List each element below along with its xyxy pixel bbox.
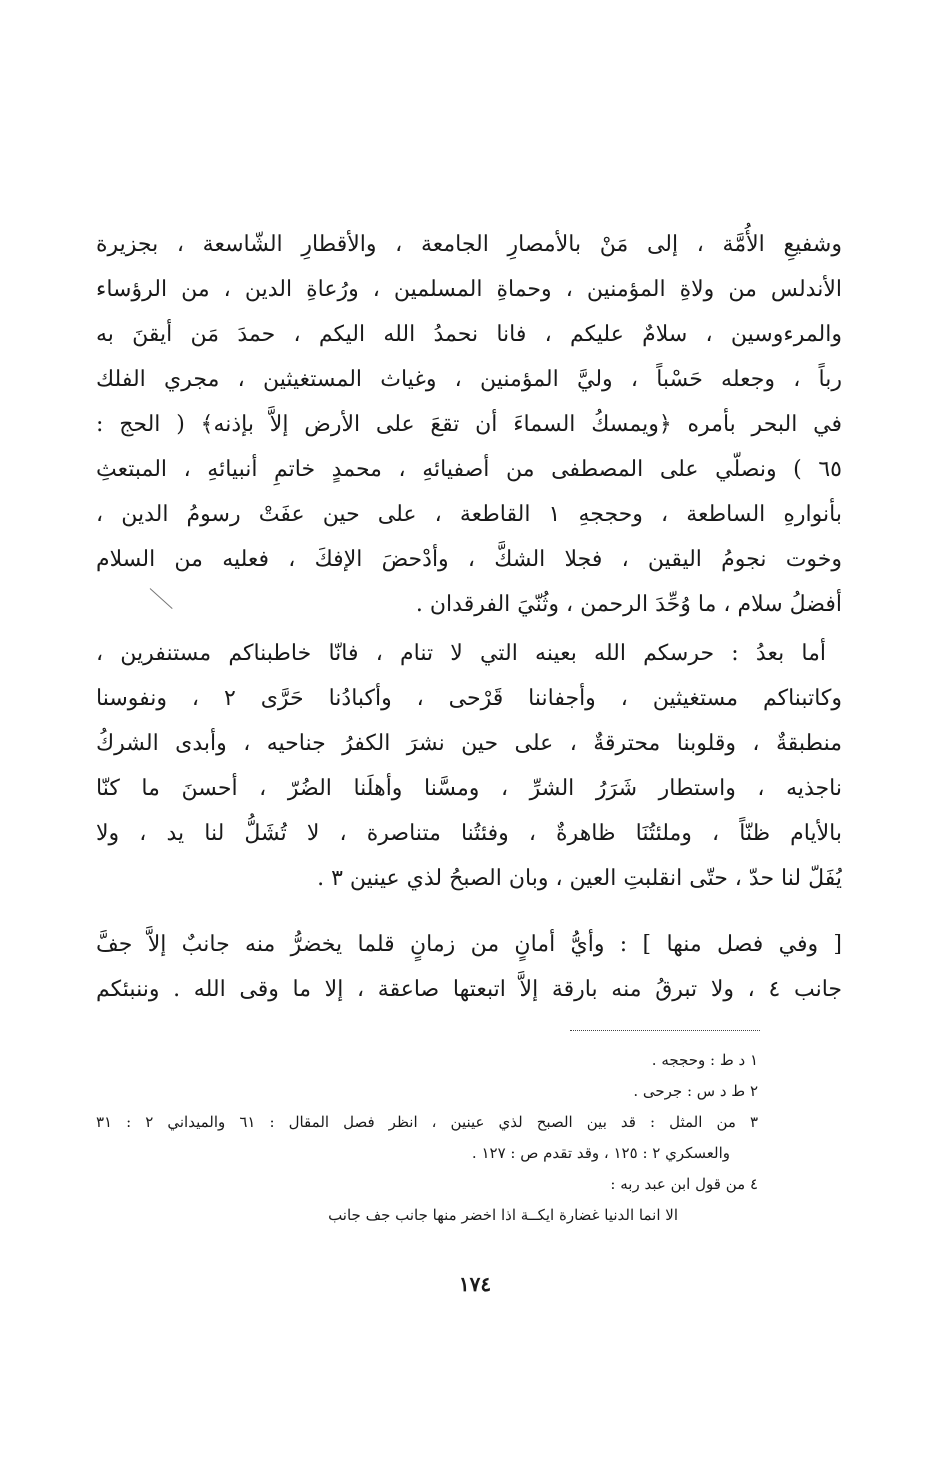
text-line: [ وفي فصل منها ] : وأيُّ أمانٍ من زمانٍ قلما يخضرُّ منه جانبٌ إلاَّ جفَّ bbox=[96, 932, 842, 957]
footnote-4-verse: الا انما الدنيا غضارة ايكــة اذا اخضر منها جانب جف جانب bbox=[328, 1206, 678, 1224]
text-line: رباً ، وجعله حَسْباً ، وليَّ المؤمنين ، وغياث المستغيثين ، مجري الفلك bbox=[96, 367, 842, 392]
text-line: في البحر بأمره ﴿ويمسكُ السماءَ أن تقعَ على الأرض إلاَّ بإذنه﴾ ( الحج : bbox=[96, 412, 842, 437]
footnote-4: ٤ من قول ابن عبد ربه : bbox=[610, 1175, 758, 1193]
paragraph-3 bbox=[96, 922, 842, 1012]
text-line: يُفَلّ لنا حدّ ، حتّى انقلبتِ العين ، وبان الصبحُ لذي عينين ٣ . bbox=[317, 866, 842, 891]
text-line: الأندلس من ولاةِ المؤمنين ، وحماةِ المسلمين ، ورُعاةِ الدين ، من الرؤساء bbox=[96, 277, 842, 302]
footnote-1: ١ د ط : وحججه . bbox=[651, 1051, 758, 1069]
text-line: بالأيام ظنّاً ، وملئتُنَا ظاهرةٌ ، وفئتُنا متناصرة ، لا تُشَلُّ لنا يد ، ولا bbox=[96, 821, 842, 846]
footnote-3: ٣ من المثل : قد بين الصبح لذي عينين ، انظر فصل المقال : ٦١ والميداني ٢ : ٣١ bbox=[96, 1113, 758, 1131]
text-line: ٦٥ ) ونصلّي على المصطفى من أصفيائهِ ، محمدٍ خاتمِ أنبيائهِ ، المبتعثِ bbox=[96, 457, 842, 482]
paragraph-2 bbox=[96, 631, 842, 901]
text-line: والمرءوسين ، سلامٌ عليكم ، فانا نحمدُ الله اليكم ، حمدَ مَن أيقنَ به bbox=[96, 322, 842, 347]
text-line: جانب ٤ ، ولا تبرقُ منه بارقة إلاَّ اتبعتها صاعقة ، إلا ما وقى الله . وننبئكم bbox=[96, 977, 842, 1002]
text-line: منطبقةٌ ، وقلوبنا محترقةٌ ، على حين نشرَ الكفرُ جناحيه ، وأبدى الشركُ bbox=[96, 731, 842, 756]
paragraph-1 bbox=[96, 222, 842, 627]
text-line: أفضلُ سلام ، ما وُحِّدَ الرحمن ، وثُنّيَ الفرقدان . bbox=[415, 592, 842, 617]
text-line: وكاتبناكم مستغيثين ، وأجفاننا قَرْحى ، وأكبادُنا حَرَّى ٢ ، ونفوسنا bbox=[96, 686, 842, 711]
text-line: أما بعدُ : حرسكم الله بعينه التي لا تنام ، فانّا خاطبناكم مستنفرين ، bbox=[96, 641, 826, 666]
text-line: بأنوارهِ الساطعة ، وحججهِ ١ القاطعة ، على حين عفَتْ رسومُ الدين ، bbox=[96, 502, 842, 527]
footnotes bbox=[96, 1045, 758, 1231]
text-line: ناجذيه ، واستطار شَرَرُ الشرِّ ، ومسَّنا وأهلَنا الضُرّ ، أحسنَ ما كنّا bbox=[96, 776, 842, 801]
text-line: وخوت نجومُ اليقين ، فجلا الشكَّ ، وأدْحضَ الإفكَ ، فعليه من السلام bbox=[96, 547, 842, 572]
footnote-2: ٢ ط د س : جرحى . bbox=[633, 1082, 758, 1100]
footnote-separator bbox=[570, 1030, 760, 1031]
text-line: وشفيعِ الأُمَّة ، إلى مَنْ بالأمصارِ الجامعة ، والأقطارِ الشّاسعة ، بجزيرة bbox=[96, 232, 842, 257]
page-number: ١٧٤ bbox=[458, 1272, 492, 1296]
footnote-3-continued: والعسكري ٢ : ١٢٥ ، وقد تقدم ص : ١٢٧ . bbox=[471, 1144, 730, 1162]
